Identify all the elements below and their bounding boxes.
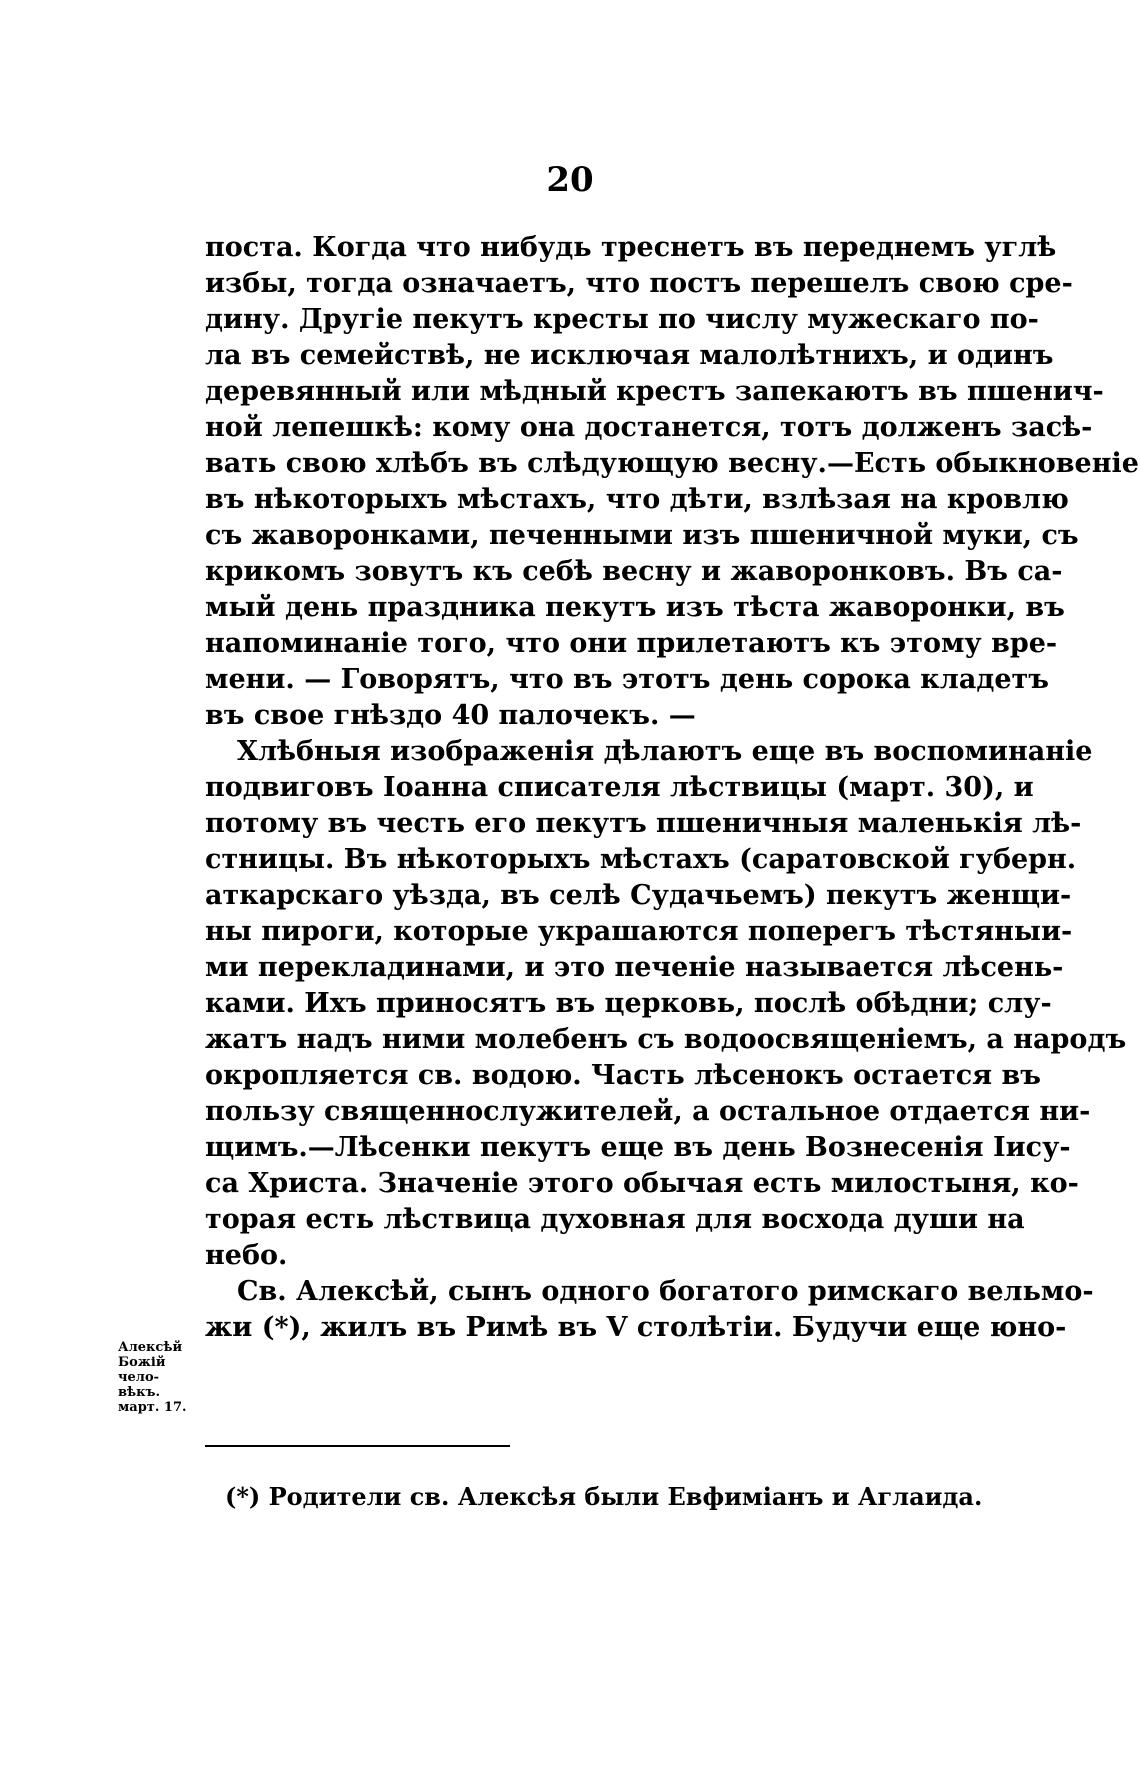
margin-note-line: Алексѣй [118, 1340, 183, 1355]
text-line: ками. Ихъ приносятъ въ церковь, послѣ обѣдни; слу- [205, 988, 1052, 1019]
text-line: жатъ надъ ними молебенъ съ водоосвященіемъ, а народъ [205, 1024, 1127, 1055]
text-line: мый день праздника пекутъ изъ тѣста жаворонки, въ [205, 592, 1065, 623]
margin-note-line: март. 17. [118, 1400, 187, 1415]
margin-note-line: чело- [118, 1370, 160, 1385]
text-line: въ свое гнѣздо 40 палочекъ. — [205, 700, 696, 731]
text-line: деревянный или мѣдный крестъ запекаютъ въ пшенич- [205, 376, 1104, 407]
page-number: 20 [546, 160, 594, 200]
text-line: са Христа. Значеніе этого обычая есть милостыня, ко- [205, 1168, 1079, 1199]
text-line: подвиговъ Іоанна списателя лѣствицы (март. 30), и [205, 772, 1034, 803]
text-line: избы, тогда означаетъ, что постъ перешелъ свою сре- [205, 268, 1073, 299]
text-line: щимъ.—Лѣсенки пекутъ еще въ день Вознесенія Іису- [205, 1132, 1071, 1163]
margin-note-line: Божій [118, 1355, 166, 1370]
text-line: окропляется св. водою. Часть лѣсенокъ остается въ [205, 1060, 1041, 1091]
text-line: поста. Когда что нибудь треснетъ въ переднемъ углѣ [205, 232, 1057, 263]
footnote: (*) Родители св. Алексѣя были Евфиміанъ и Аглаида. [225, 1482, 983, 1511]
text-line: ми перекладинами, и это печеніе называется лѣсень- [205, 952, 1064, 983]
text-line: ла въ семействѣ, не исключая малолѣтнихъ, и одинъ [205, 340, 1054, 371]
text-line: ной лепешкѣ: кому она достанется, тотъ долженъ засѣ- [205, 412, 1093, 443]
text-line: стницы. Въ нѣкоторыхъ мѣстахъ (саратовской губерн. [205, 844, 1077, 875]
text-line: торая есть лѣствица духовная для восхода души на [205, 1204, 1025, 1235]
text-line: дину. Другіе пекутъ кресты по числу мужескаго по- [205, 304, 1039, 335]
margin-note [118, 1340, 206, 1415]
text-line: съ жаворонками, печенными изъ пшеничной муки, съ [205, 520, 1079, 551]
text-line: Хлѣбныя изображенія дѣлаютъ еще въ воспоминаніе [237, 736, 1093, 767]
text-line: въ нѣкоторыхъ мѣстахъ, что дѣти, взлѣзая на кровлю [205, 484, 1069, 515]
text-line: напоминаніе того, что они прилетаютъ къ этому вре- [205, 628, 1058, 659]
footnote-divider [205, 1445, 510, 1447]
text-line: Св. Алексѣй, сынъ одного богатого римскаго вельмо- [237, 1276, 1094, 1307]
text-line: крикомъ зовутъ къ себѣ весну и жаворонковъ. Въ са- [205, 556, 1063, 587]
text-line: пользу священнослужителей, а остальное отдается ни- [205, 1096, 1091, 1127]
text-line: мени. — Говорятъ, что въ этотъ день сорока кладетъ [205, 664, 1049, 695]
text-line: жи (*), жилъ въ Римѣ въ V столѣтіи. Будучи еще юно- [205, 1312, 1067, 1343]
text-line: потому въ честь его пекутъ пшеничныя маленькія лѣ- [205, 808, 1082, 839]
main-text [205, 230, 1139, 1346]
text-line: небо. [205, 1240, 288, 1271]
text-line: аткарскаго уѣзда, въ селѣ Судачьемъ) пекутъ женщи- [205, 880, 1072, 911]
text-line: ны пироги, которые украшаются поперегъ тѣстяныи- [205, 916, 1073, 947]
text-line: вать свою хлѣбъ въ слѣдующую весну.—Есть обыкновеніе [205, 448, 1139, 479]
margin-note-line: вѣкъ. [118, 1385, 161, 1400]
